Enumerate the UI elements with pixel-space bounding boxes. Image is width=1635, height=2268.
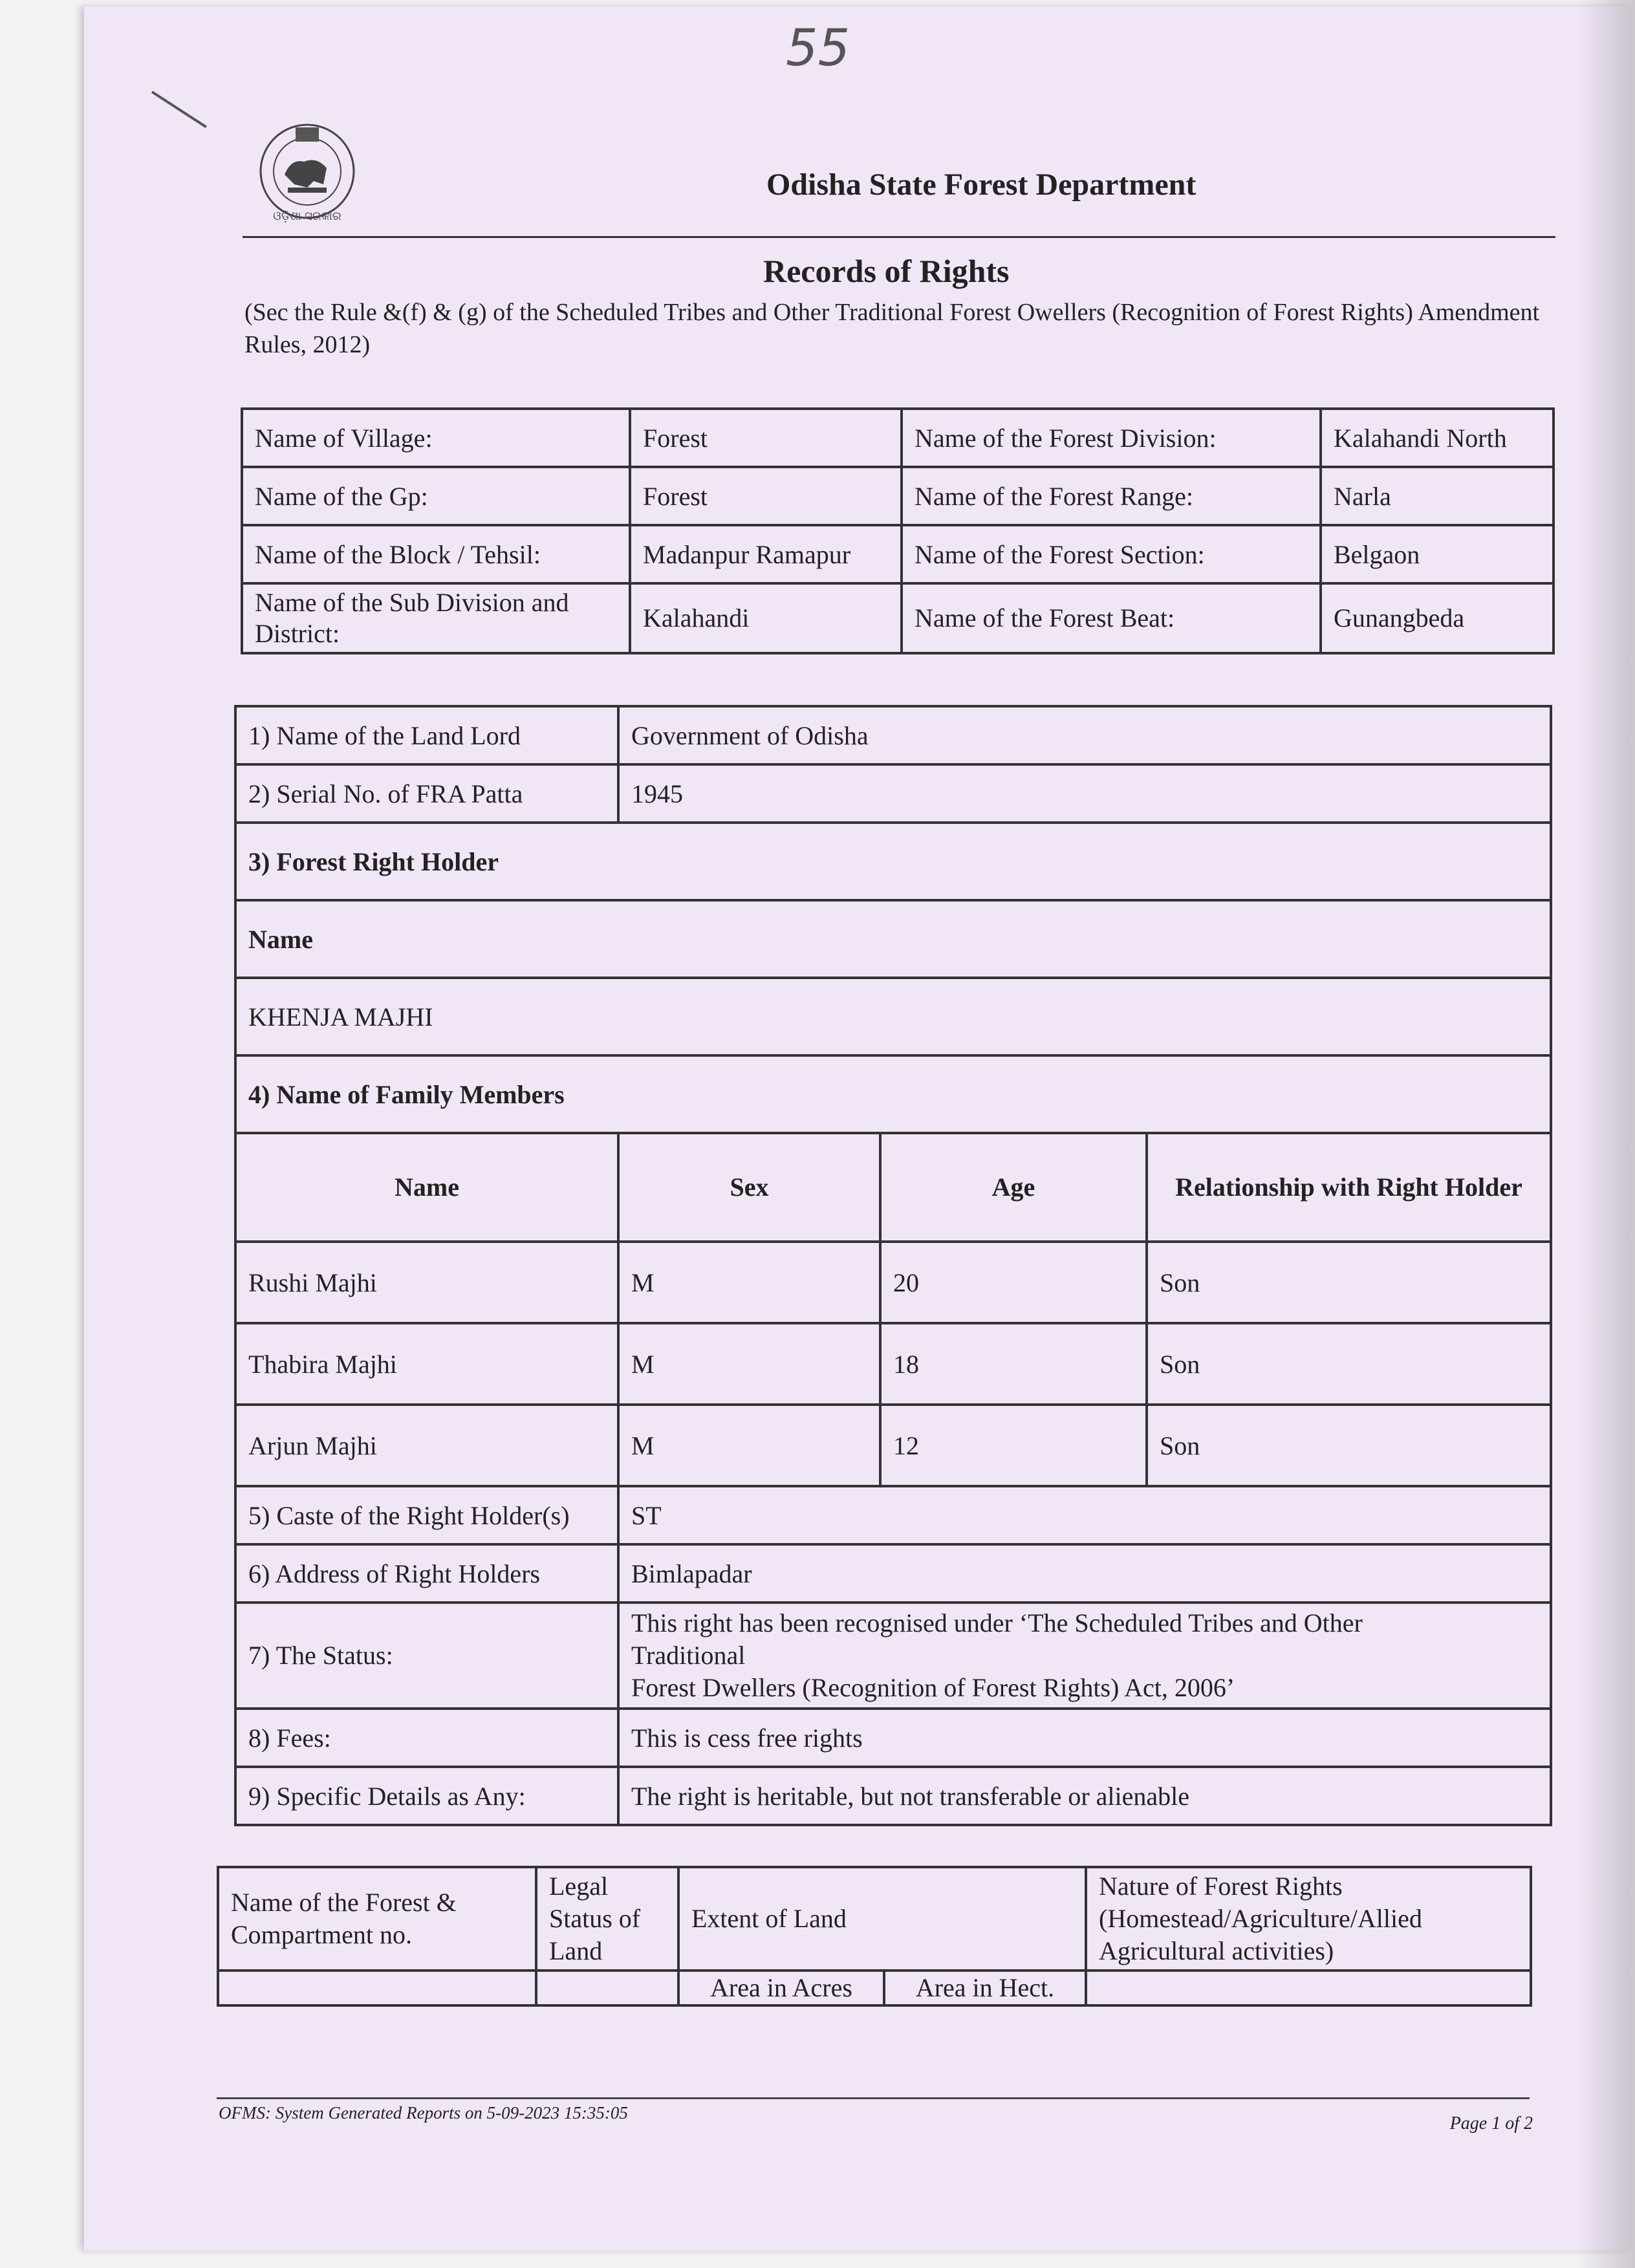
handwritten-page-number: 55 (786, 19, 850, 78)
table-row (235, 1709, 1551, 1767)
extent-of-land-header: Extent of Land (678, 1867, 1086, 1971)
family-member-relation: Son (1147, 1405, 1551, 1486)
status-line: Forest Dwellers (Recognition of Forest Rights) Act, 2006’ (631, 1673, 1235, 1702)
table-row (235, 1055, 1551, 1133)
page-title: Records of Rights (763, 253, 1010, 289)
empty-cell (1086, 1971, 1531, 2005)
subdivision-value: Kalahandi (630, 583, 902, 653)
serial-label: 2) Serial No. of FRA Patta (235, 764, 618, 823)
table-row (235, 1405, 1551, 1486)
village-label: Name of Village: (242, 409, 630, 467)
table-row (235, 1767, 1551, 1825)
caste-value: ST (618, 1486, 1551, 1544)
generated-timestamp: OFMS: System Generated Reports on 5-09-2023 15:35:05 (219, 2103, 628, 2122)
division-value: Kalahandi North (1321, 409, 1554, 467)
beat-value: Gunangbeda (1321, 583, 1554, 653)
table-row (235, 1603, 1551, 1709)
table-row (242, 467, 1554, 525)
gp-label: Name of the Gp: (242, 467, 630, 525)
family-member-sex: M (618, 1405, 880, 1486)
scan-edge-shadow (1577, 0, 1635, 2268)
subdivision-label: Name of the Sub Division and District: (242, 583, 630, 653)
location-table (241, 407, 1555, 654)
family-member-relation: Son (1147, 1323, 1551, 1405)
family-member-age: 12 (880, 1405, 1147, 1486)
family-relation-header: Relationship with Right Holder (1147, 1133, 1551, 1242)
forest-compartment-header: Name of the Forest & Compartment no. (218, 1867, 536, 1971)
holder-name-label: Name (235, 900, 1551, 978)
area-hect-header: Area in Hect. (884, 1971, 1086, 2005)
range-value: Narla (1321, 467, 1554, 525)
family-member-sex: M (618, 1323, 880, 1405)
footer-divider (217, 2097, 1530, 2099)
family-member-name: Thabira Majhi (235, 1323, 618, 1405)
family-member-name: Rushi Majhi (235, 1242, 618, 1323)
table-row (235, 1544, 1551, 1603)
holder-heading: 3) Forest Right Holder (235, 823, 1551, 900)
family-member-age: 20 (880, 1242, 1147, 1323)
details-value: The right is heritable, but not transferable or alienable (618, 1767, 1551, 1825)
table-row (242, 525, 1554, 583)
family-heading: 4) Name of Family Members (235, 1055, 1551, 1133)
empty-cell (536, 1971, 678, 2005)
family-age-header: Age (880, 1133, 1147, 1242)
block-label: Name of the Block / Tehsil: (242, 525, 630, 583)
address-label: 6) Address of Right Holders (235, 1544, 618, 1603)
table-row (218, 1867, 1531, 1971)
table-row (218, 1971, 1531, 2005)
rule-reference: (Sec the Rule &(f) & (g) of the Scheduled Tribes and Other Traditional Forest Owellers (Recognition of Forest Rights) Amendment Rules, 2012) (244, 299, 1540, 358)
caste-label: 5) Caste of the Right Holder(s) (235, 1486, 618, 1544)
beat-label: Name of the Forest Beat: (902, 583, 1321, 653)
table-row (242, 583, 1554, 653)
landlord-label: 1) Name of the Land Lord (235, 706, 618, 764)
family-member-sex: M (618, 1242, 880, 1323)
land-details-table (217, 1866, 1532, 2007)
fees-value: This is cess free rights (618, 1709, 1551, 1767)
family-member-name: Arjun Majhi (235, 1405, 618, 1486)
table-row (235, 1323, 1551, 1405)
gp-value: Forest (630, 467, 902, 525)
table-row (242, 409, 1554, 467)
division-label: Name of the Forest Division: (902, 409, 1321, 467)
section-label: Name of the Forest Section: (902, 525, 1321, 583)
block-value: Madanpur Ramapur (630, 525, 902, 583)
page-number: Page 1 of 2 (1449, 2113, 1533, 2133)
family-member-relation: Son (1147, 1242, 1551, 1323)
status-line: This right has been recognised under ‘The Scheduled Tribes and Other (631, 1608, 1363, 1637)
village-value: Forest (630, 409, 902, 467)
details-label: 9) Specific Details as Any: (235, 1767, 618, 1825)
family-sex-header: Sex (618, 1133, 880, 1242)
status-value (618, 1603, 1551, 1709)
emblem-caption: ଓଡ଼ିଶା ସରକାର (273, 210, 341, 223)
table-row (235, 900, 1551, 978)
empty-cell (218, 1971, 536, 2005)
fees-label: 8) Fees: (235, 1709, 618, 1767)
header-divider (243, 236, 1555, 238)
serial-value: 1945 (618, 764, 1551, 823)
odisha-emblem-icon (255, 113, 359, 226)
nature-of-rights-header: Nature of Forest Rights (Homestead/Agriculture/Allied Agricultural activities) (1086, 1867, 1531, 1971)
rights-record-table (234, 705, 1552, 1826)
section-value: Belgaon (1321, 525, 1554, 583)
table-row (235, 1242, 1551, 1323)
status-line: Traditional (631, 1641, 746, 1670)
family-name-header: Name (235, 1133, 618, 1242)
table-row (235, 764, 1551, 823)
landlord-value: Government of Odisha (618, 706, 1551, 764)
legal-status-header: Legal Status of Land (536, 1867, 678, 1971)
table-row (235, 706, 1551, 764)
area-acres-header: Area in Acres (678, 1971, 884, 2005)
table-row (235, 978, 1551, 1055)
range-label: Name of the Forest Range: (902, 467, 1321, 525)
family-member-age: 18 (880, 1323, 1147, 1405)
table-row (235, 1133, 1551, 1242)
department-name: Odisha State Forest Department (766, 167, 1196, 202)
address-value: Bimlapadar (618, 1544, 1551, 1603)
table-row (235, 1486, 1551, 1544)
holder-name: KHENJA MAJHI (235, 978, 1551, 1055)
status-label: 7) The Status: (235, 1603, 618, 1709)
table-row (235, 823, 1551, 900)
